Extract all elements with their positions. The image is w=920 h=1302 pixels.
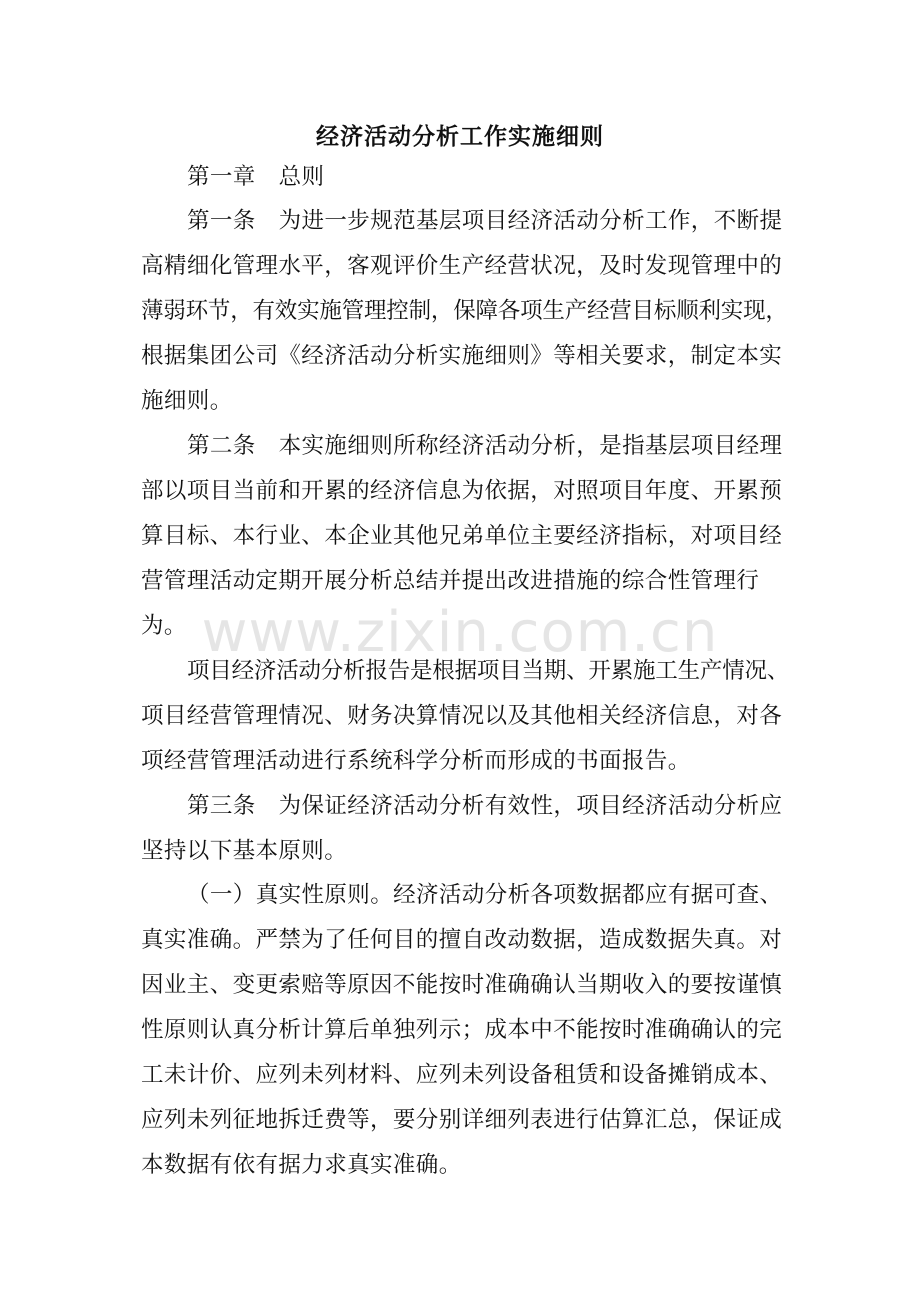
- chapter-heading: 第一章 总则: [187, 164, 325, 190]
- paragraph-line: 为。: [141, 613, 187, 639]
- paragraph-line: 真实准确。严禁为了任何目的擅自改动数据，造成数据失真。对: [141, 927, 783, 953]
- watermark: www.zixin.com.cn: [201, 600, 719, 665]
- paragraph-line: 项目经营管理情况、财务决算情况以及其他相关经济信息，对各: [141, 703, 783, 729]
- paragraph-line: 算目标、本行业、本企业其他兄弟单位主要经济指标，对项目经: [141, 523, 783, 549]
- paragraph-line: 高精细化管理水平，客观评价生产经营状况，及时发现管理中的: [141, 253, 783, 279]
- paragraph-line: 薄弱环节，有效实施管理控制，保障各项生产经营目标顺利实现，: [141, 298, 788, 324]
- paragraph-line: 坚持以下基本原则。: [141, 838, 348, 864]
- paragraph-line: （一）真实性原则。经济活动分析各项数据都应有据可查、: [187, 882, 783, 908]
- paragraph-line: 项目经济活动分析报告是根据项目当期、开累施工生产情况、: [187, 658, 790, 684]
- paragraph-line: 第三条 为保证经济活动分析有效性，项目经济活动分析应: [187, 793, 783, 819]
- paragraph-line: 应列未列征地拆迁费等，要分别详细列表进行估算汇总，保证成: [141, 1107, 783, 1133]
- paragraph-line: 因业主、变更索赔等原因不能按时准确确认当期收入的要按谨慎: [141, 972, 783, 998]
- paragraph-line: 部以项目当前和开累的经济信息为依据，对照项目年度、开累预: [141, 478, 783, 504]
- paragraph-line: 第二条 本实施细则所称经济活动分析，是指基层项目经理: [187, 433, 783, 459]
- page-title: 经济活动分析工作实施细则: [316, 124, 604, 150]
- paragraph-line: 第一条 为进一步规范基层项目经济活动分析工作，不断提: [187, 208, 783, 234]
- paragraph-line: 工未计价、应列未列材料、应列未列设备租赁和设备摊销成本、: [141, 1062, 783, 1088]
- paragraph-line: 根据集团公司《经济活动分析实施细则》等相关要求，制定本实: [141, 343, 783, 369]
- paragraph-line: 性原则认真分析计算后单独列示；成本中不能按时准确确认的完: [141, 1017, 783, 1043]
- paragraph-line: 营管理活动定期开展分析总结并提出改进措施的综合性管理行: [141, 568, 760, 594]
- paragraph-line: 项经营管理活动进行系统科学分析而形成的书面报告。: [141, 748, 691, 774]
- paragraph-line: 施细则。: [141, 388, 233, 414]
- paragraph-line: 本数据有依有据力求真实准确。: [141, 1152, 462, 1178]
